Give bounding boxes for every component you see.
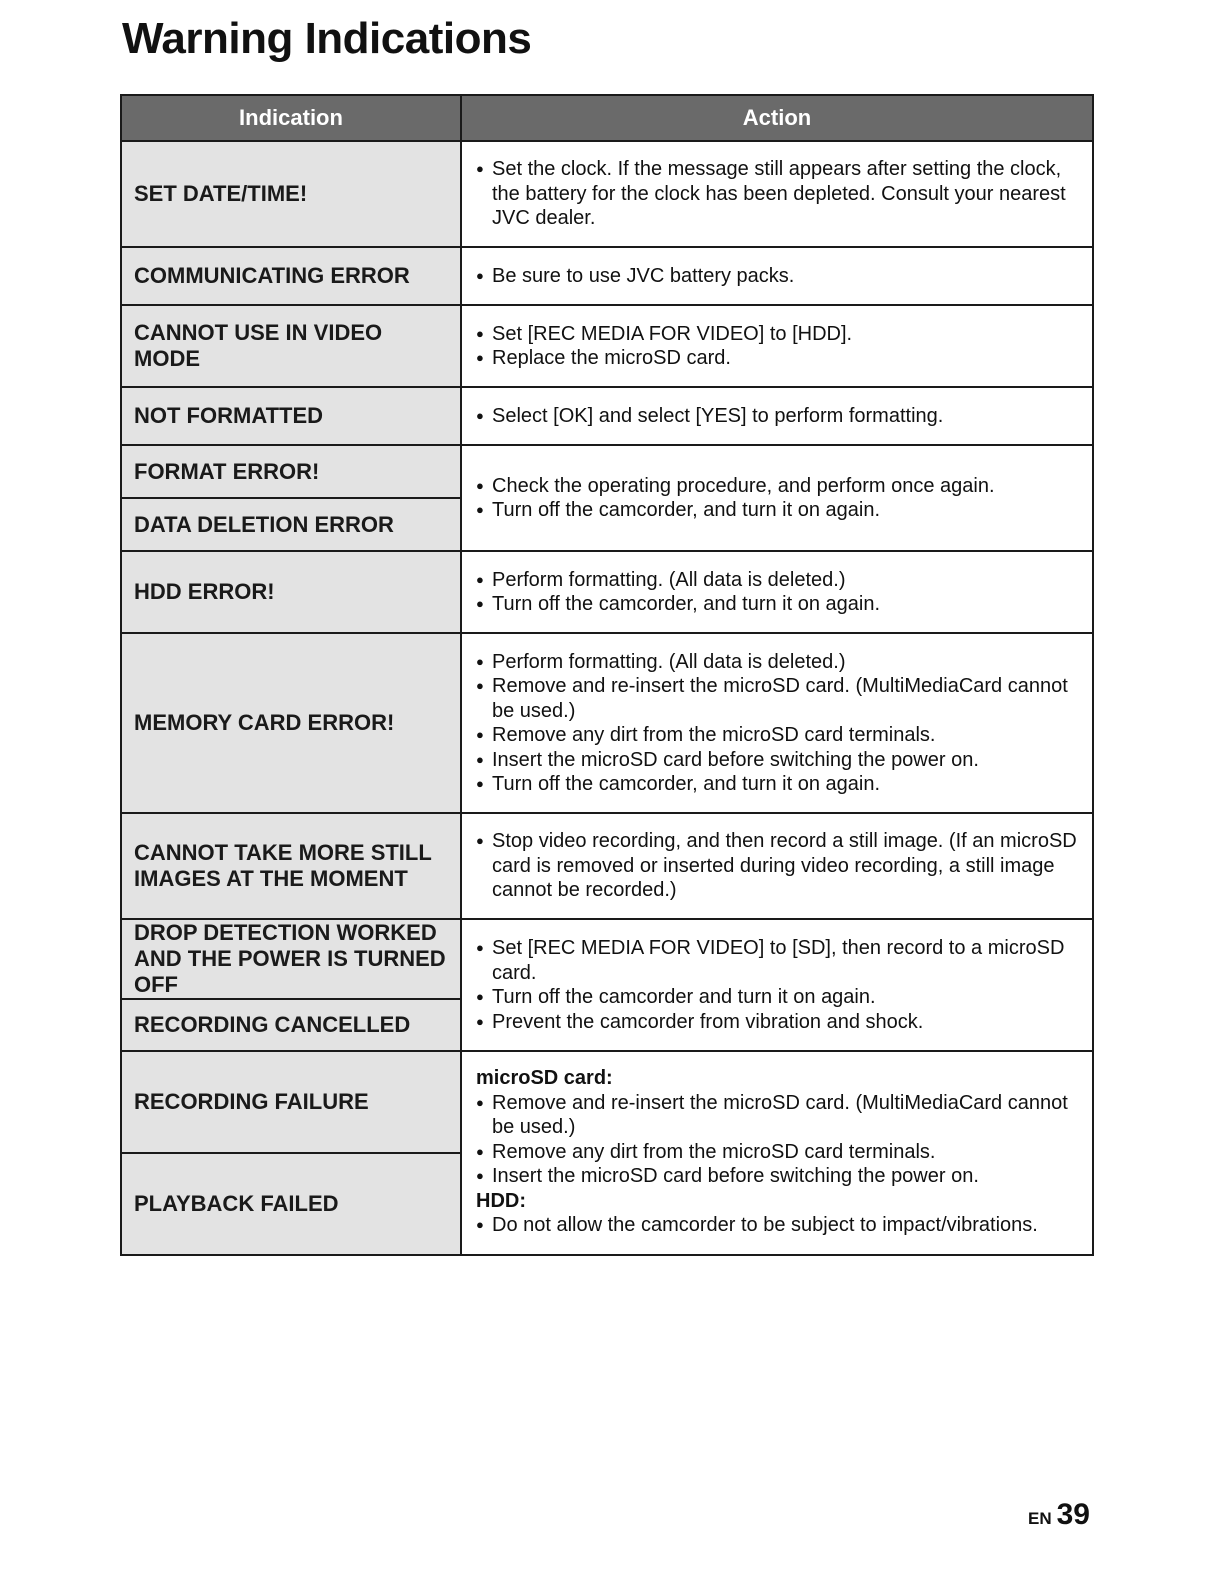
action-item: ● Set [REC MEDIA FOR VIDEO] to [SD], then record to a microSD card. bbox=[476, 936, 1078, 985]
action-cell bbox=[462, 446, 1092, 550]
action-list bbox=[476, 157, 1078, 231]
action-list bbox=[476, 650, 1078, 797]
table-row bbox=[122, 920, 1092, 1052]
header-action: Action bbox=[742, 105, 812, 130]
action-item: ● Insert the microSD card before switching the power on. bbox=[476, 748, 1078, 773]
action-cell bbox=[462, 552, 1092, 632]
table-row bbox=[122, 1052, 1092, 1254]
action-item: ● Check the operating procedure, and perform once again. bbox=[476, 474, 1078, 499]
action-cell bbox=[462, 142, 1092, 246]
action-cell bbox=[462, 1052, 1092, 1254]
table-row bbox=[122, 388, 1092, 446]
action-list bbox=[476, 936, 1078, 1034]
indication-cell: RECORDING CANCELLED bbox=[122, 998, 460, 1050]
action-item: ● Remove and re-insert the microSD card. (MultiMediaCard cannot be used.) bbox=[476, 674, 1078, 723]
indication-cell: DROP DETECTION WORKED AND THE POWER IS TURNED OFF bbox=[134, 920, 446, 997]
page-title: Warning Indications bbox=[122, 14, 532, 63]
table-row bbox=[122, 634, 1092, 814]
page-lang-label: EN bbox=[1028, 1509, 1052, 1528]
action-list bbox=[476, 322, 1078, 371]
indication-cell: MEMORY CARD ERROR! bbox=[134, 710, 395, 735]
action-subheading: microSD card: bbox=[476, 1067, 613, 1089]
page-number bbox=[1028, 1498, 1090, 1532]
action-item: ● Perform formatting. (All data is deleted.) bbox=[476, 650, 1078, 675]
table-row bbox=[122, 248, 1092, 306]
action-item: ● Remove any dirt from the microSD card terminals. bbox=[476, 723, 1078, 748]
action-cell bbox=[462, 306, 1092, 386]
action-item: ● Turn off the camcorder, and turn it on again. bbox=[476, 772, 1078, 797]
action-cell bbox=[462, 388, 1092, 444]
action-item: ● Perform formatting. (All data is deleted.) bbox=[476, 568, 1078, 593]
action-item: ● Remove any dirt from the microSD card terminals. bbox=[476, 1140, 1078, 1165]
action-list bbox=[476, 1213, 1078, 1238]
warning-table bbox=[120, 94, 1094, 1256]
indication-column bbox=[122, 142, 462, 246]
indication-cell: SET DATE/TIME! bbox=[134, 181, 308, 206]
action-list bbox=[476, 264, 1078, 289]
indication-cell: COMMUNICATING ERROR bbox=[134, 263, 410, 288]
page-number-value: 39 bbox=[1056, 1498, 1090, 1531]
action-subheading: HDD: bbox=[476, 1189, 526, 1212]
action-item: ● Prevent the camcorder from vibration and shock. bbox=[476, 1010, 1078, 1035]
indication-column bbox=[122, 248, 462, 304]
indication-cell: FORMAT ERROR! bbox=[134, 458, 320, 484]
action-list bbox=[476, 404, 1078, 429]
action-item: ● Set [REC MEDIA FOR VIDEO] to [HDD]. bbox=[476, 322, 1078, 347]
indication-cell: HDD ERROR! bbox=[134, 579, 275, 604]
action-cell bbox=[462, 814, 1092, 918]
table-row bbox=[122, 142, 1092, 248]
indication-column bbox=[122, 388, 462, 444]
action-item: ● Remove and re-insert the microSD card. (MultiMediaCard cannot be used.) bbox=[476, 1091, 1078, 1140]
action-item: ● Insert the microSD card before switching the power on. bbox=[476, 1164, 1078, 1189]
action-item: ● Turn off the camcorder and turn it on again. bbox=[476, 985, 1078, 1010]
table-body bbox=[122, 142, 1092, 1254]
indication-cell: DATA DELETION ERROR bbox=[122, 497, 460, 550]
indication-cell: CANNOT USE IN VIDEO MODE bbox=[134, 320, 383, 371]
action-item: ● Turn off the camcorder, and turn it on again. bbox=[476, 498, 1078, 523]
indication-cell: PLAYBACK FAILED bbox=[122, 1152, 460, 1254]
action-item: ● Select [OK] and select [YES] to perform formatting. bbox=[476, 404, 1078, 429]
action-item: ● Stop video recording, and then record a still image. (If an microSD card is removed or inserted during video recording, a still image cannot be recorded.) bbox=[476, 829, 1078, 903]
table-row bbox=[122, 446, 1092, 552]
indication-column bbox=[122, 634, 462, 812]
indication-column bbox=[122, 552, 462, 632]
indication-column bbox=[122, 1052, 462, 1254]
table-row bbox=[122, 552, 1092, 634]
action-list bbox=[476, 829, 1078, 903]
indication-column bbox=[122, 814, 462, 918]
action-cell bbox=[462, 920, 1092, 1050]
action-list bbox=[476, 568, 1078, 617]
indication-cell: NOT FORMATTED bbox=[134, 403, 324, 428]
header-indication: Indication bbox=[122, 96, 462, 140]
table-row bbox=[122, 814, 1092, 920]
indication-cell: RECORDING FAILURE bbox=[134, 1089, 369, 1114]
indication-column bbox=[122, 446, 462, 550]
action-item: ● Replace the microSD card. bbox=[476, 346, 1078, 371]
action-cell bbox=[462, 634, 1092, 812]
table-header bbox=[122, 96, 1092, 142]
action-cell bbox=[462, 248, 1092, 304]
action-item: ● Be sure to use JVC battery packs. bbox=[476, 264, 1078, 289]
action-item: ● Do not allow the camcorder to be subject to impact/vibrations. bbox=[476, 1213, 1078, 1238]
action-list bbox=[476, 474, 1078, 523]
action-item: ● Set the clock. If the message still appears after setting the clock, the battery for the clock has been depleted. Consult your nearest JVC dealer. bbox=[476, 157, 1078, 231]
table-row bbox=[122, 306, 1092, 388]
indication-column bbox=[122, 306, 462, 386]
indication-column bbox=[122, 920, 462, 1050]
action-item: ● Turn off the camcorder, and turn it on again. bbox=[476, 592, 1078, 617]
action-list bbox=[476, 1091, 1078, 1189]
indication-cell: CANNOT TAKE MORE STILL IMAGES AT THE MOMENT bbox=[134, 840, 432, 891]
